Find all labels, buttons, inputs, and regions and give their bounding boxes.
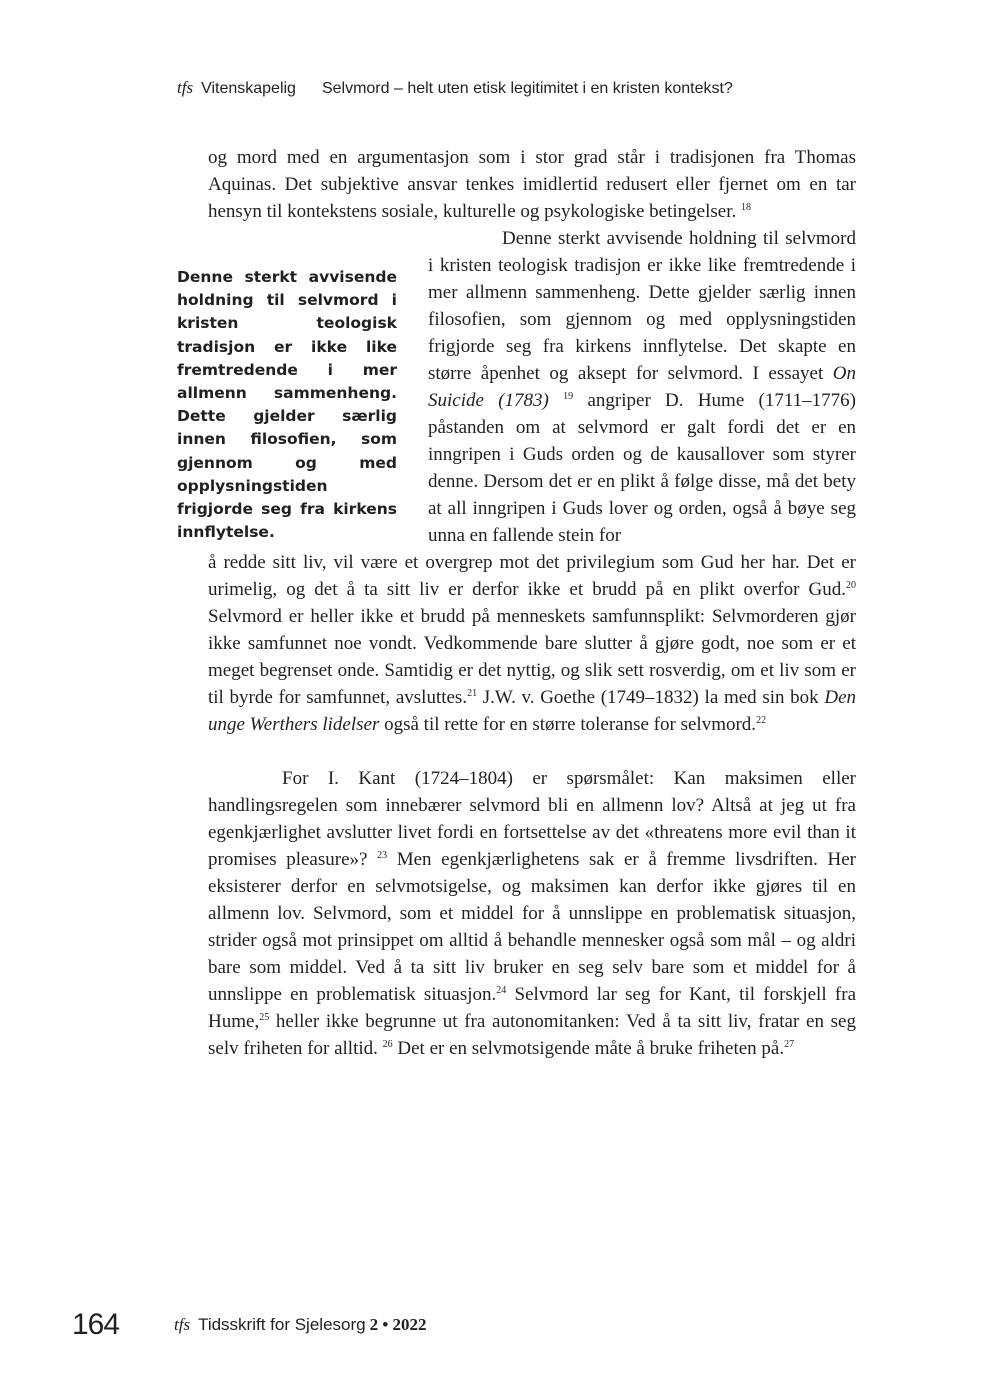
footnote-ref-25[interactable]: 25 — [259, 1012, 270, 1023]
journal-logo: tfs — [177, 78, 194, 97]
page-number: 164 — [72, 1308, 120, 1341]
paragraph-2: Denne sterkt avvisende holdning til selvmord i kristen teologisk tradisjon er ikke like fremtredende i mer allmenn sammenheng. Dette gjelder særlig innen filosofien, som gjennom og med opplysningstiden frigjorde seg fra kirkens innflytelse. Det skapte en større åpenhet og aksept for selvmord. I essayet On Suicide (1783) $^{19}$ angriper D. Hume (1711–1776) påstanden om at selvmord er galt fordi det er en inngripen i Guds orden og de kausallover som styrer denne. Dersom det er en plikt å følge disse, må det bety at all inngripen i Guds lover og orden, også å bøye seg unna en fallende stein for — [428, 228, 857, 546]
footnote-ref-21[interactable]: 21 — [467, 688, 478, 699]
footnote-ref-24[interactable]: 24 — [496, 985, 507, 996]
footnote-ref-18[interactable]: 18 — [740, 202, 751, 213]
issue-number: 2 • 2022 — [369, 1315, 427, 1334]
running-header — [177, 78, 877, 98]
paragraph-3: å redde sitt liv, vil være et overgrep mot det privilegium som Gud her har. Det er urimelig, og det å ta sitt liv er derfor ikke et brudd på en plikt overfor Gud.$^{20}$ Selvmord er heller ikke et brudd på menneskets samfunnsplikt: Selvmorderen gjør ikke samfunnet noe vondt. Vedkommende bare slutter å gjøre godt, noe som er et meget begrenset onde. Samtidig er det nyttig, og slik sett rosverdig, om et liv som er til byrde for samfunnet, avsluttes.$^{21}$ J.W. v. Goethe (1749–1832) la med sin bok Den unge Werthers lidelser også til rette for en større toleranse for selvmord.$^{22}$ — [208, 552, 856, 735]
footnote-ref-22[interactable]: 22 — [756, 715, 767, 726]
running-title: Selvmord – helt uten etisk legitimitet i en kristen kontekst? — [321, 80, 733, 97]
journal-name: Tidsskrift for Sjelesorg — [198, 1315, 366, 1334]
footnote-ref-20[interactable]: 20 — [846, 580, 856, 591]
work-title-on-suicide: On Suicide (1783) — [428, 363, 856, 411]
footer-journal-logo: tfs — [174, 1315, 191, 1334]
page-footer — [72, 1308, 772, 1342]
footnote-ref-27[interactable]: 27 — [784, 1039, 795, 1050]
section-label: Vitenskapelig — [201, 80, 296, 97]
footnote-ref-23[interactable]: 23 — [377, 850, 388, 861]
work-title-werther: Den unge Werthers lidelser — [208, 687, 856, 735]
pull-quote: Denne sterkt avvisende holdning til selvmord i kristen teologisk tradisjon er ikke like fremtredende i mer allmenn sammenheng. Dette gjelder særlig innen filosofien, som gjennom og med opplysningstiden frigjorde seg fra kirkens innflytelse. — [177, 268, 397, 542]
paragraph-4: For I. Kant (1724–1804) er spørsmålet: Kan maksimen eller handlingsregelen som innebærer selvmord bli en allmenn lov? Altså at jeg ut fra egenkjærlighet avslutter livet fordi en fortsettelse av det «threatens more evil than it promises pleasure»? $^{23}$ Men egenkjærlighetens sak er å fremme livsdriften. Her eksisterer derfor en selvmotsigelse, og maksimen kan derfor ikke gjøres til en allmenn lov. Selvmord, som et middel for å unnslippe en problematisk situasjon, strider også mot prinsippet om alltid å behandle mennesker også som mål – og aldri bare som middel. Ved å ta sitt liv bruker en seg selv bare som et middel for å unnslippe en problematisk situasjon.$^{24}$ Selvmord lar seg for Kant, til forskjell fra Hume,$^{25}$ heller ikke begrunne ut fra autonomitanken: Ved å ta sitt liv, fratar en seg selv friheten for alltid. $^{26}$ Det er en selvmotsigende måte å bruke friheten på.$^{27}$ — [208, 768, 857, 1059]
footnote-ref-19[interactable]: 19 — [563, 391, 574, 402]
paragraph-1: og mord med en argumentasjon som i stor grad står i tradisjonen fra Thomas Aquinas. Det subjektive ansvar tenkes imidlertid redusert eller fjernet om en tar hensyn til kontekstens sosiale, kulturelle og psykologiske betingelser. $^{18}$ — [208, 147, 856, 222]
footnote-ref-26[interactable]: 26 — [382, 1039, 393, 1050]
